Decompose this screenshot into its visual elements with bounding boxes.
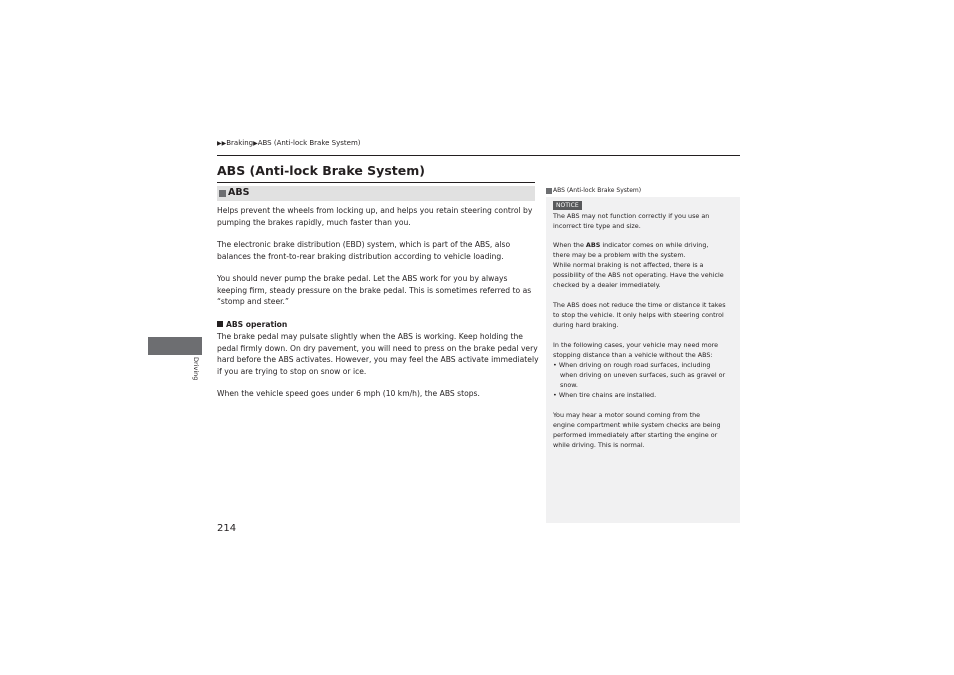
text-line: engine compartment while system checks are being: [553, 421, 721, 429]
text-line: pumping the brakes rapidly, much faster than you.: [217, 217, 411, 227]
subheading-text: ABS operation: [226, 320, 288, 329]
text-line: performed immediately after starting the engine or: [553, 431, 718, 439]
bullet-icon: •: [553, 361, 557, 369]
breadcrumb: [217, 139, 361, 147]
notice-badge: NOTICE: [553, 201, 582, 210]
breadcrumb-arrows-icon: ▶▶: [217, 140, 227, 147]
text-line: checked by a dealer immediately.: [553, 281, 661, 289]
indicator-rest: [553, 250, 738, 290]
paragraph-speed: [217, 388, 535, 400]
text-line: Helps prevent the wheels from locking up, and helps you retain steering control by: [217, 206, 533, 215]
text-line: incorrect tire type and size.: [553, 222, 641, 230]
paragraph-ebd: [217, 239, 535, 262]
text-line: “stomp and steer.”: [217, 297, 289, 306]
text-line: keeping firm, steady pressure on the brake pedal. This is sometimes referred to as: [217, 285, 532, 295]
text-line: When the vehicle speed goes under 6 mph (10 km/h), the ABS stops.: [217, 389, 480, 398]
text-line: The ABS may not function correctly if you use an: [553, 212, 710, 220]
sidebar-motor-text: [553, 410, 738, 450]
text-line: In the following cases, your vehicle may need more: [553, 341, 719, 349]
chapter-tab[interactable]: [148, 337, 202, 355]
text-line: snow.: [560, 381, 578, 389]
page-title: ABS (Anti-lock Brake System): [217, 163, 425, 178]
page-number: 214: [217, 523, 237, 534]
title-divider: [217, 182, 535, 183]
text-line: balances the front-to-rear braking distribution according to vehicle loading.: [217, 251, 504, 261]
abs-indicator-name: ABS: [585, 241, 601, 249]
text-line: The brake pedal may pulsate slightly when the ABS is working. Keep holding the: [217, 332, 523, 341]
text-line: possibility of the ABS not operating. Have the vehicle: [553, 271, 724, 279]
text-line: if you are trying to stop on snow or ice.: [217, 366, 367, 376]
subheading-square-icon: [217, 321, 223, 327]
text-line: stopping distance than a vehicle without the ABS:: [553, 351, 713, 359]
section-header: [217, 186, 535, 201]
breadcrumb-separator-icon: ▶: [253, 140, 258, 147]
text-line: during hard braking.: [553, 321, 619, 329]
text-line: hard before the ABS activates. However, you may feel the ABS activate immediately: [217, 355, 539, 364]
top-divider: [217, 155, 740, 156]
paragraph-pedal: [217, 273, 535, 308]
text-line: there may be a problem with the system.: [553, 251, 686, 259]
bullet-icon: •: [553, 391, 557, 399]
sidebar-indicator-text: [553, 240, 738, 290]
indicator-line: When the ABS indicator comes on while driving,: [553, 241, 709, 249]
text-line: when driving on uneven surfaces, such as gravel or: [560, 371, 726, 379]
reference-icon: [546, 188, 552, 194]
text-line: The ABS does not reduce the time or distance it takes: [553, 301, 726, 309]
breadcrumb-page[interactable]: ABS (Anti-lock Brake System): [257, 139, 361, 147]
text-line: You may hear a motor sound coming from the: [553, 411, 701, 419]
text-line: While normal braking is not affected, there is a: [553, 261, 704, 269]
sidebar-header: [546, 186, 740, 197]
bullet-item: • When driving on rough road surfaces, including: [553, 361, 711, 369]
text-line: The electronic brake distribution (EBD) system, which is part of the ABS, also: [217, 240, 511, 249]
text-line: pedal firmly down. On dry pavement, you will need to press on the brake pedal very: [217, 343, 538, 353]
paragraph-operation: [217, 331, 539, 377]
sidebar-notice-text: [553, 211, 738, 231]
chapter-tab-label: Driving: [192, 357, 200, 381]
text-line: while driving. This is normal.: [553, 441, 645, 449]
sidebar-header-label: ABS (Anti-lock Brake System): [553, 187, 642, 194]
bullet-continuation: [553, 370, 738, 390]
breadcrumb-section[interactable]: Braking: [226, 139, 254, 147]
sidebar-time-text: [553, 300, 738, 330]
bullet-item: • When tire chains are installed.: [553, 391, 657, 399]
text-line: You should never pump the brake pedal. Let the ABS work for you by always: [217, 274, 508, 283]
paragraph-intro: [217, 205, 535, 228]
sidebar-cases: [553, 340, 738, 400]
text-line: to stop the vehicle. It only helps with steering control: [553, 311, 724, 319]
subheading: [217, 320, 287, 329]
cases-intro: [553, 340, 738, 360]
section-square-icon: [219, 190, 226, 197]
section-label: ABS: [228, 187, 250, 198]
